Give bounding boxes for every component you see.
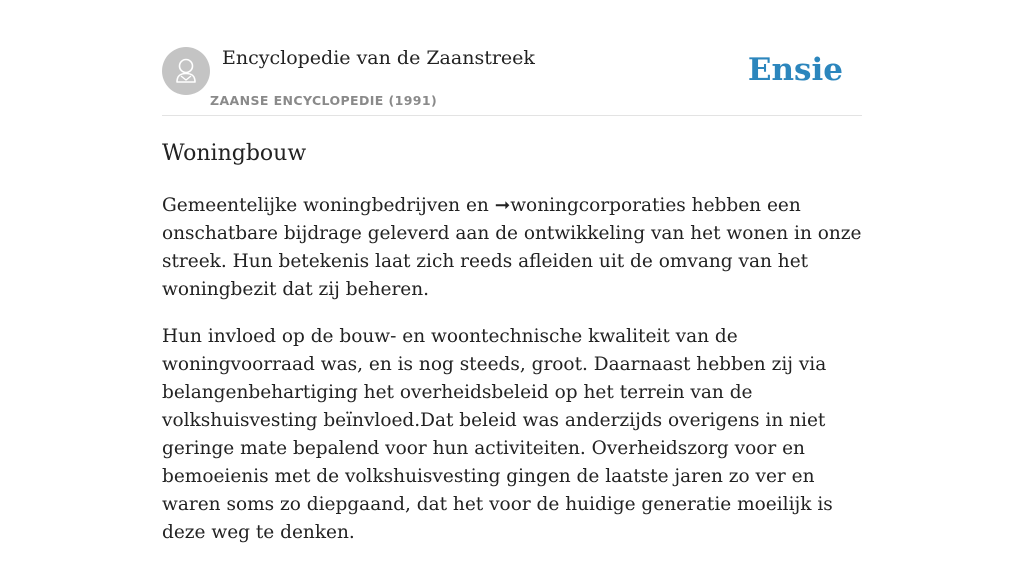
user-outline-icon <box>162 47 210 95</box>
article-paragraph <box>162 192 862 304</box>
article-title: Woningbouw <box>162 141 307 166</box>
source-header <box>162 46 862 116</box>
article-body <box>162 192 862 566</box>
avatar[interactable] <box>162 47 210 95</box>
brand-logo[interactable]: Ensie <box>747 52 843 88</box>
cross-reference-label: woningcorporaties <box>510 195 686 216</box>
article-paragraph: Hun invloed op de bouw- en woontechnische kwaliteit van de woningvoorraad was, en is nog steeds, groot. Daarnaast hebben zij via belangenbehartiging het overheidsbeleid op het terrein van de volkshuisvesting beïnvloed.Dat beleid was anderzijds overigens in niet geringe mate bepalend voor hun activiteiten. Overheidszorg voor en bemoeienis met de volkshuisvesting gingen de laatste jaren zo ver en waren soms zo diepgaand, dat het voor de huidige generatie moeilijk is deze weg te denken. <box>162 326 833 543</box>
paragraph-text: Gemeentelijke woningbedrijven en <box>162 195 495 216</box>
cross-reference-link[interactable] <box>495 195 686 216</box>
arrow-right-icon: ➞ <box>494 195 511 216</box>
paragraph-text: hebben een onschatbare bijdrage geleverd aan de ontwikkeling van het wonen in onze streek. Hun betekenis laat zich reeds afleiden uit de omvang van het woningbezit dat zij beheren. <box>162 195 862 300</box>
source-subtitle[interactable]: ZAANSE ENCYCLOPEDIE (1991) <box>210 93 438 108</box>
source-name[interactable]: Encyclopedie van de Zaanstreek <box>222 47 535 69</box>
